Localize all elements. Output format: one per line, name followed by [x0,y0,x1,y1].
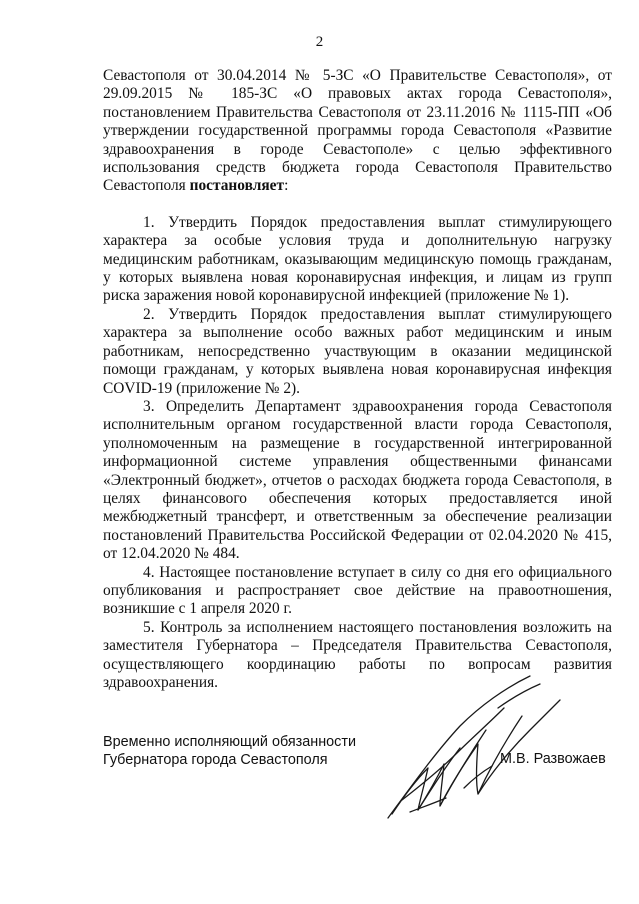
resolution-item-1: 1. Утвердить Порядок предоставления выплат стимулирующего характера за особые условия труда и дополнительную нагрузку медицинским работникам, оказывающим медицинскую помощь гражданам, у которых выявлена новая коронавирусная инфекция, и лицам из групп риска заражения новой коронавирусной инфекцией (приложение № 1). [103,213,612,305]
resolution-item-5: 5. Контроль за исполнением настоящего постановления возложить на заместителя Губернатора – Председателя Правительства Севастополя, осуществляющего координацию работы по вопросам развития здравоохранения. [103,618,612,691]
page-number: 2 [315,34,324,50]
document-body [103,67,612,692]
resolution-item-3: 3. Определить Департамент здравоохранения города Севастополя исполнительным органом государственной власти города Севастополя, уполномоченным на размещение в государственной интегрированной информационной системе управления общественными финансами «Электронный бюджет», отчетов о расходах бюджета города Севастополя, в целях финансового обеспечения которых предоставляется иной межбюджетный трансферт, и ответственным за обеспечение реализации постановлений Правительства Российской Федерации от 02.04.2020 № 415, от 12.04.2020 № 484. [103,397,612,563]
signatory-name: М.В. Развожаев [500,751,606,767]
signatory-position-line-1: Временно исполняющий обязанности [103,734,357,750]
preamble-colon: : [284,177,289,195]
signatory-position [103,733,356,769]
preamble-text: Севастополя от 30.04.2014 № 5-ЗС «О Правительстве Севастополя», от 29.09.2015 № 185-ЗС «О правовых актах города Севастополя», постановлением Правительства Севастополя от 23.11.2016 № 1115-ПП «Об утверждении государственной программы города Севастополя «Развитие здравоохранения в городе Севастополе» с целью эффективного использования средств бюджета города Севастополя Правительство Севастополя [103,67,612,195]
handwritten-signature [380,668,565,828]
resolution-item-2: 2. Утвердить Порядок предоставления выплат стимулирующего характера за выполнение особо важных работ медицинским и иным работникам, непосредственно участвующим в оказании медицинской помощи гражданам, у которых выявлена новая коронавирусная инфекция COVID-19 (приложение № 2). [103,305,612,397]
preamble-paragraph [103,67,612,196]
resolves-keyword: постановляет [189,177,285,195]
resolution-item-4: 4. Настоящее постановление вступает в силу со дня его официального опубликования и распространяет свое действие на правоотношения, возникшие с 1 апреля 2020 г. [103,563,612,618]
signatory-position-line-2: Губернатора города Севастополя [103,752,328,768]
